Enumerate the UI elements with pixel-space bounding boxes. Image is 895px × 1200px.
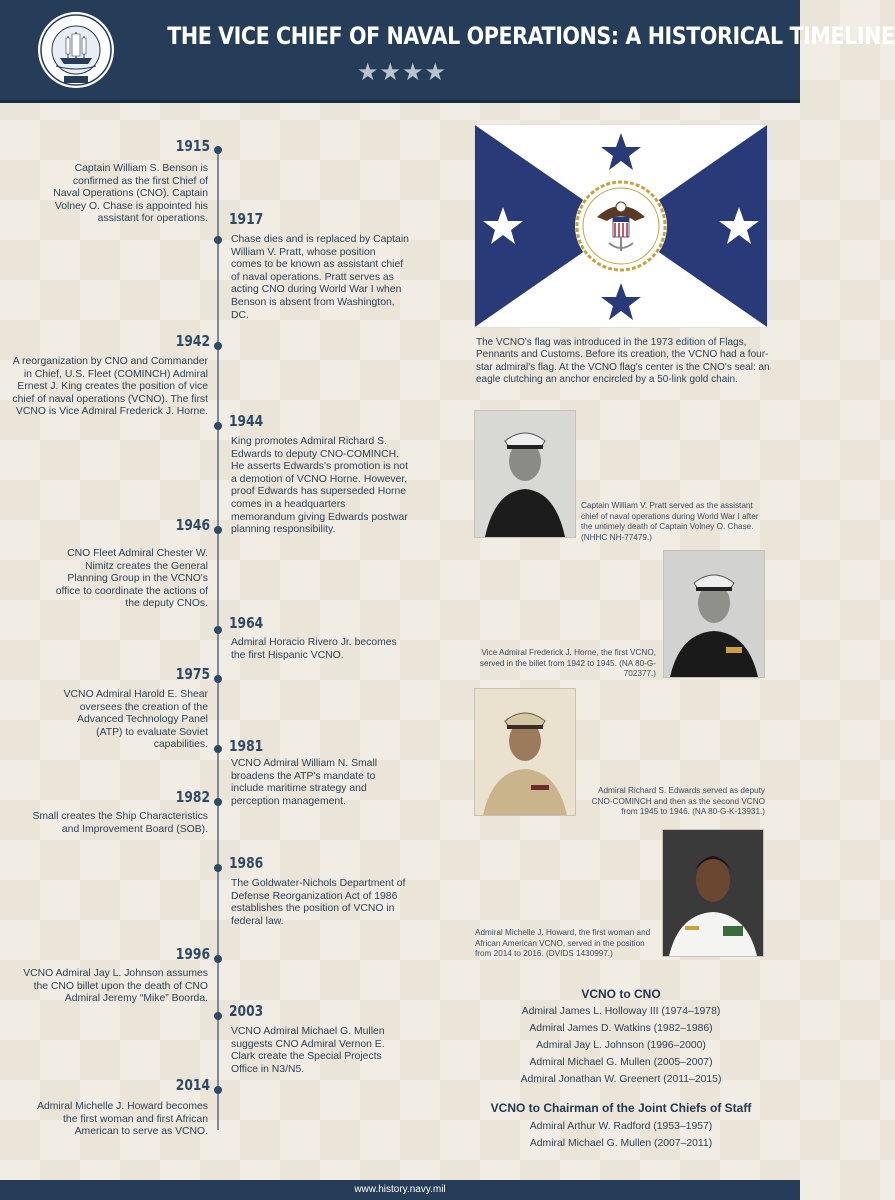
timeline-event: Admiral Michelle J. Howard becomes the first woman and first African American to serve as VCNO.	[37, 1101, 208, 1138]
vcno-flag-image	[475, 125, 767, 327]
photo-caption: Admiral Michelle J. Howard, the first woman and African American VCNO, served in the position from 2014 to 2016. (DVIDS 1430997.)	[475, 928, 651, 959]
timeline-dot	[214, 955, 222, 963]
photo-pratt	[474, 410, 576, 538]
timeline-dot	[214, 1086, 222, 1094]
timeline-dot	[214, 146, 222, 154]
timeline-year: 1964	[229, 614, 264, 632]
timeline-event: VCNO Admiral Michael G. Mullen suggests CNO Admiral Vernon E. Clark create the Special Projects Office in N3/N5.	[231, 1026, 385, 1075]
header-banner	[0, 0, 895, 103]
nhhc-seal-logo	[36, 10, 116, 90]
timeline-event: CNO Fleet Admiral Chester W. Nimitz creates the General Planning Group in the VCNO's office to coordinate the actions of the deputy CNOs.	[55, 548, 208, 610]
footer-url-link[interactable]: www.history.navy.mil	[354, 1184, 446, 1195]
list-item: Admiral James L. Holloway III (1974–1978)	[521, 1006, 721, 1017]
timeline-dot	[214, 422, 222, 430]
photo-caption: Admiral Richard S. Edwards served as deputy CNO-COMINCH and then as the second VCNO from 1945 to 1946. (NA 80-G-K-13931.)	[591, 786, 765, 817]
timeline-dot	[214, 626, 222, 634]
timeline-dot	[214, 236, 222, 244]
timeline-dot	[214, 675, 222, 683]
list-item: Admiral Arthur W. Radford (1953–1957)	[529, 1121, 713, 1132]
portrait-image	[475, 689, 575, 815]
timeline-year: 1996	[175, 945, 210, 963]
timeline-event: VCNO Admiral Harold E. Shear oversees the creation of the Advanced Technology Panel (ATP) to evaluate Soviet capabilities.	[63, 689, 208, 751]
list-item: Admiral James D. Watkins (1982–1986)	[529, 1023, 713, 1034]
timeline-year: 1944	[229, 412, 264, 430]
timeline-event: King promotes Admiral Richard S. Edwards to deputy CNO-COMINCH. He asserts Edwards's promotion is not a demotion of VCNO Horne. However, proof Edwards has superseded Horne comes in a headquarters memorandum giving Edwards postwar planning responsibility.	[231, 436, 408, 536]
photo-caption: Vice Admiral Frederick J. Horne, the first VCNO, served in the billet from 1942 to 1945. (NA 80-G-702377.)	[479, 648, 656, 679]
timeline-event: Admiral Horacio Rivero Jr. becomes the first Hispanic VCNO.	[231, 637, 397, 661]
timeline-year: 1942	[175, 332, 210, 350]
timeline-dot	[214, 526, 222, 534]
timeline-event: The Goldwater-Nichols Department of Defense Reorganization Act of 1986 establishes the position of VCNO in federal law.	[231, 878, 406, 927]
timeline-event: Chase dies and is replaced by Captain William V. Pratt, whose position comes to be known as assistant chief of naval operations. Pratt serves as acting CNO during World War I when Benson is absent from Washington, DC.	[231, 234, 409, 321]
timeline-year: 1982	[175, 788, 210, 806]
four-stars-icon: ★★★★	[356, 59, 448, 86]
timeline-event: Small creates the Ship Characteristics and Improvement Board (SOB).	[32, 811, 208, 835]
list-item: Admiral Michael G. Mullen (2005–2007)	[529, 1057, 713, 1068]
timeline-dot	[214, 798, 222, 806]
photo-howard	[662, 829, 764, 957]
timeline-year: 1975	[175, 665, 210, 683]
timeline-axis	[217, 148, 219, 1130]
timeline-year: 1986	[229, 854, 264, 872]
flag-caption: The VCNO's flag was introduced in the 1973 edition of Flags, Pennants and Customs. Before its creation, the VCNO had a four-star admiral's flag. At the VCNO flag's center is the CNO's seal: an eagle clutching an anchor encircled by a 50-link gold chain.	[476, 337, 770, 386]
list-item: Admiral Jay L. Johnson (1996–2000)	[536, 1040, 706, 1051]
list-item: Admiral Michael G. Mullen (2007–2011)	[529, 1138, 713, 1149]
timeline-event: VCNO Admiral Jay L. Johnson assumes the CNO billet upon the death of CNO Admiral Jeremy “Mike” Boorda.	[23, 968, 208, 1005]
page-title: THE VICE CHIEF OF NAVAL OPERATIONS: A HISTORICAL TIMELINE	[167, 22, 895, 50]
timeline-year: 1915	[175, 137, 210, 155]
list-item: Admiral Jonathan W. Greenert (2011–2015)	[520, 1074, 722, 1085]
timeline-year: 1946	[175, 516, 210, 534]
timeline-dot	[214, 864, 222, 872]
list-heading-vcno-to-jcs: VCNO to Chairman of the Joint Chiefs of Staff	[490, 1101, 752, 1115]
portrait-image	[475, 411, 575, 537]
photo-edwards	[474, 688, 576, 816]
timeline-event: VCNO Admiral William N. Small broadens the ATP's mandate to include maritime strategy and perception management.	[231, 758, 378, 807]
timeline-year: 2014	[175, 1076, 210, 1094]
timeline-dot	[214, 745, 222, 753]
timeline-event: Captain William S. Benson is confirmed as the first Chief of Naval Operations (CNO). Captain Volney O. Chase is appointed his assistant for operations.	[53, 163, 208, 225]
footer-bar	[0, 1180, 800, 1200]
photo-horne	[663, 550, 765, 678]
portrait-image	[664, 551, 764, 677]
portrait-image	[663, 830, 763, 956]
timeline-dot	[214, 1012, 222, 1020]
timeline-dot	[214, 342, 222, 350]
timeline-year: 1917	[229, 210, 264, 228]
timeline-year: 2003	[229, 1002, 264, 1020]
photo-caption: Captain William V. Pratt served as the assistant chief of naval operations during World War I after the untimely death of Captain Volney O. Chase. (NHHC NH-77479.)	[581, 501, 759, 542]
list-heading-vcno-to-cno: VCNO to CNO	[581, 987, 661, 1001]
timeline-year: 1981	[229, 737, 264, 755]
timeline-event: A reorganization by CNO and Commander in Chief, U.S. Fleet (COMINCH) Admiral Ernest J. King creates the position of vice chief of naval operations (VCNO). The first VCNO is Vice Admiral Frederick J. Horne.	[12, 356, 208, 418]
